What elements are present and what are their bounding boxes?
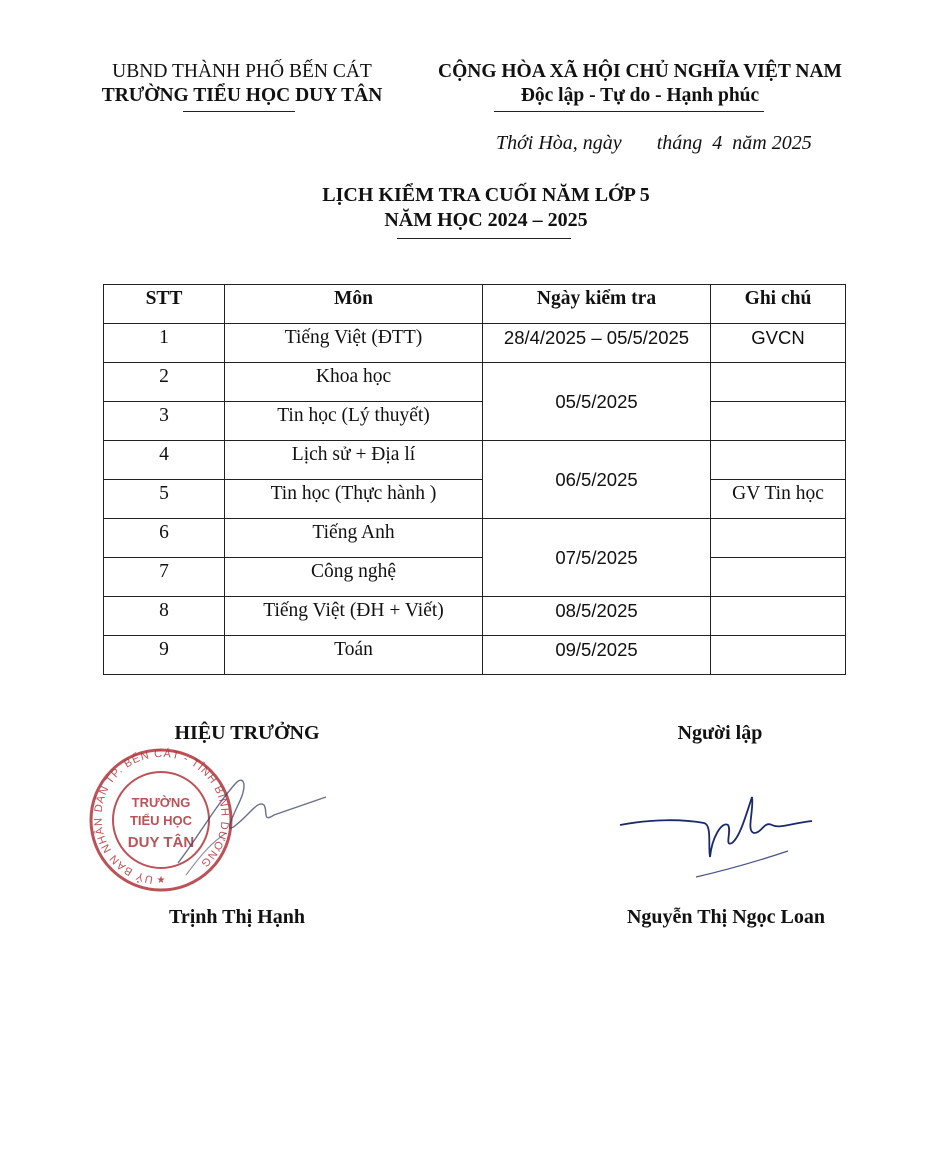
- month-value: 4: [712, 132, 723, 154]
- cell-subject: Lịch sử + Địa lí: [225, 441, 483, 480]
- cell-stt: 7: [104, 558, 225, 597]
- cell-note: GVCN: [711, 324, 846, 363]
- title-underline: [397, 238, 571, 239]
- title-line-2: NĂM HỌC 2024 – 2025: [384, 209, 588, 231]
- exam-schedule-table: [103, 284, 846, 675]
- motto: Độc lập - Tự do - Hạnh phúc: [520, 85, 760, 106]
- authority-name: UBND THÀNH PHỐ BẾN CÁT: [112, 61, 372, 82]
- cell-note: [711, 558, 846, 597]
- stamp-line-1: TRƯỜNG: [131, 795, 191, 810]
- table-row: [104, 519, 846, 558]
- country-name: CỘNG HÒA XÃ HỘI CHỦ NGHĨA VIỆT NAM: [438, 61, 842, 82]
- table-row: [104, 402, 846, 441]
- table-row: [104, 480, 846, 519]
- preparer-name: Nguyễn Thị Ngọc Loan: [626, 906, 825, 928]
- cell-date: 07/5/2025: [483, 519, 711, 597]
- header-subject: Môn: [225, 285, 483, 324]
- header-note: Ghi chú: [711, 285, 846, 324]
- header-stt: STT: [104, 285, 225, 324]
- table-row: [104, 636, 846, 675]
- table-row: [104, 324, 846, 363]
- cell-stt: 8: [104, 597, 225, 636]
- cell-stt: 1: [104, 324, 225, 363]
- cell-subject: Công nghệ: [225, 558, 483, 597]
- cell-note: [711, 519, 846, 558]
- cell-note: [711, 597, 846, 636]
- month-label: tháng: [656, 132, 703, 154]
- cell-stt: 3: [104, 402, 225, 441]
- cell-note: [711, 636, 846, 675]
- stamp-line-3: DUY TÂN: [127, 834, 195, 851]
- header-left: [82, 60, 402, 108]
- table-row: [104, 441, 846, 480]
- place-text: Thới Hòa, ngày: [496, 132, 622, 154]
- table-row: [104, 558, 846, 597]
- stamp-line-2: TIỂU HỌC: [129, 813, 193, 828]
- preparer-title: Người lập: [677, 722, 763, 744]
- cell-date: 05/5/2025: [483, 363, 711, 441]
- cell-note: GV Tin học: [711, 480, 846, 519]
- cell-stt: 2: [104, 363, 225, 402]
- cell-subject: Tin học (Lý thuyết): [225, 402, 483, 441]
- preparer-signature-icon: [612, 785, 822, 885]
- cell-note: [711, 402, 846, 441]
- table-header-row: [104, 285, 846, 324]
- cell-note: [711, 441, 846, 480]
- title-line-1: LỊCH KIỂM TRA CUỐI NĂM LỚP 5: [322, 184, 650, 206]
- cell-date: 08/5/2025: [483, 597, 711, 636]
- cell-subject: Tiếng Việt (ĐTT): [225, 324, 483, 363]
- cell-stt: 6: [104, 519, 225, 558]
- cell-note: [711, 363, 846, 402]
- cell-date: 06/5/2025: [483, 441, 711, 519]
- cell-date: 09/5/2025: [483, 636, 711, 675]
- cell-subject: Tiếng Việt (ĐH + Viết): [225, 597, 483, 636]
- motto-underline: [494, 111, 764, 112]
- header-right: [410, 60, 870, 108]
- cell-date: 28/4/2025 – 05/5/2025: [483, 324, 711, 363]
- principal-title: HIỆU TRƯỞNG: [174, 722, 320, 744]
- year-text: năm 2025: [732, 132, 812, 154]
- stamp-ring-text: UỶ BAN NHÂN DÂN TP. BẾN CÁT - TỈNH BÌNH DƯƠNG: [92, 747, 231, 886]
- cell-subject: Tiếng Anh: [225, 519, 483, 558]
- cell-subject: Toán: [225, 636, 483, 675]
- document-title: [200, 183, 772, 233]
- cell-stt: 5: [104, 480, 225, 519]
- place-date: [496, 132, 812, 155]
- svg-text:★: ★: [156, 875, 166, 886]
- school-name: TRƯỜNG TIỂU HỌC DUY TÂN: [101, 85, 383, 106]
- cell-subject: Khoa học: [225, 363, 483, 402]
- school-stamp: [86, 745, 336, 895]
- cell-stt: 9: [104, 636, 225, 675]
- cell-subject: Tin học (Thực hành ): [225, 480, 483, 519]
- principal-name: Trịnh Thị Hạnh: [169, 906, 305, 928]
- cell-stt: 4: [104, 441, 225, 480]
- table-row: [104, 597, 846, 636]
- table-row: [104, 363, 846, 402]
- school-underline: [183, 111, 295, 112]
- header-date: Ngày kiểm tra: [483, 285, 711, 324]
